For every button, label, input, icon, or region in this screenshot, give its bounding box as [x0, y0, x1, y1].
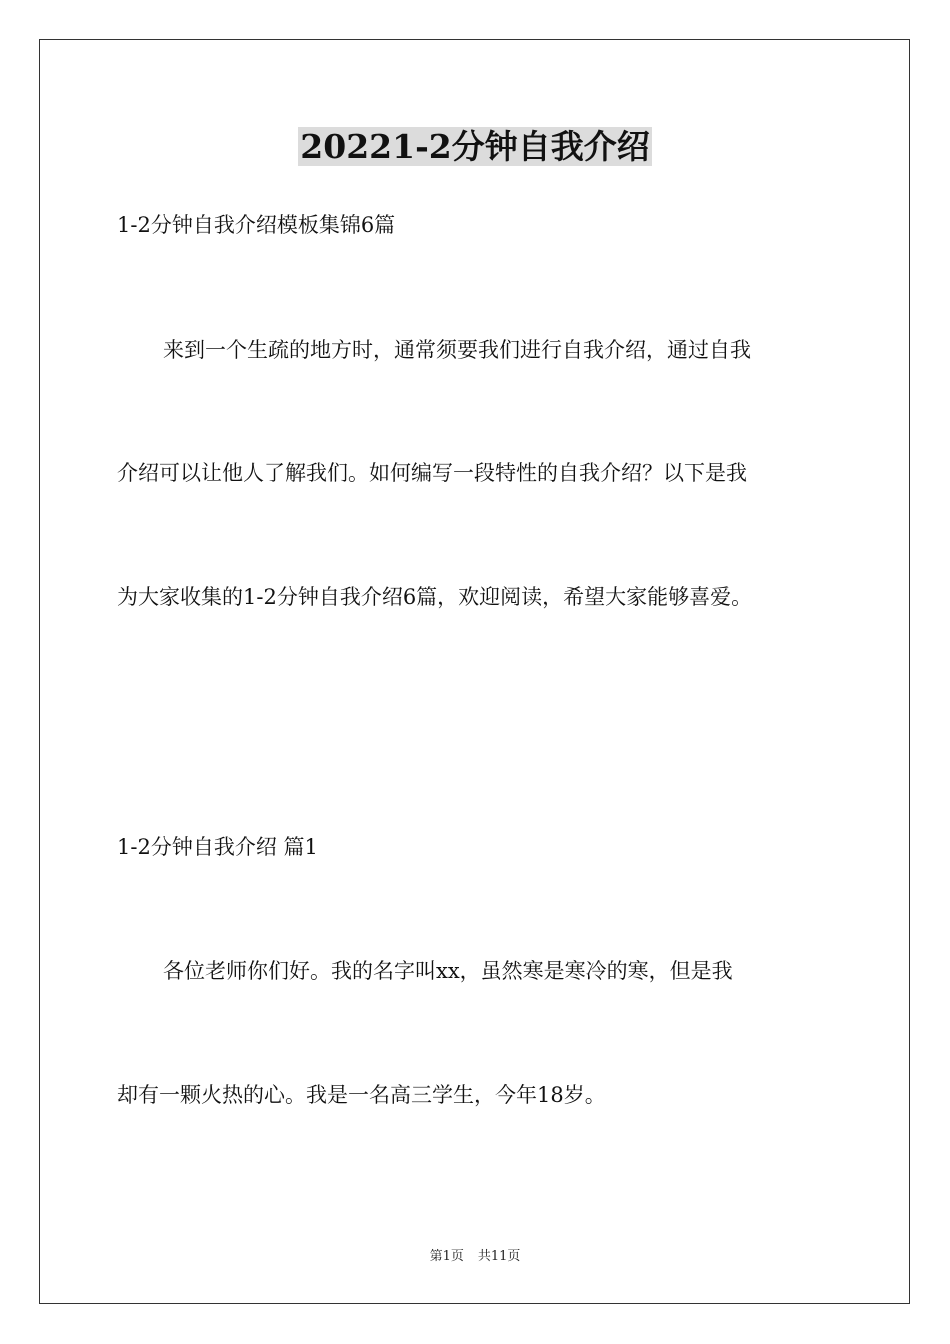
section-1-line-1: 各位老师你们好。我的名字叫xx，虽然寒是寒冷的寒，但是我: [163, 959, 733, 983]
document-title: [0, 126, 950, 168]
document-title-text: 20221-2分钟自我介绍: [300, 127, 650, 166]
intro-line-3: 为大家收集的1-2分钟自我介绍6篇，欢迎阅读，希望大家能够喜爱。: [117, 585, 753, 609]
document-subtitle: 1-2分钟自我介绍模板集锦6篇: [117, 213, 396, 237]
intro-line-2: 介绍可以让他人了解我们。如何编写一段特性的自我介绍？以下是我: [117, 461, 747, 485]
section-1-heading: 1-2分钟自我介绍 篇1: [117, 835, 318, 859]
page-footer: [0, 1248, 950, 1266]
page-number-current: 第1页: [429, 1249, 464, 1264]
intro-line-1: 来到一个生疏的地方时，通常须要我们进行自我介绍，通过自我: [163, 338, 751, 362]
page-number-total: 共11页: [477, 1249, 521, 1264]
section-1-line-2: 却有一颗火热的心。我是一名高三学生，今年18岁。: [117, 1083, 606, 1107]
